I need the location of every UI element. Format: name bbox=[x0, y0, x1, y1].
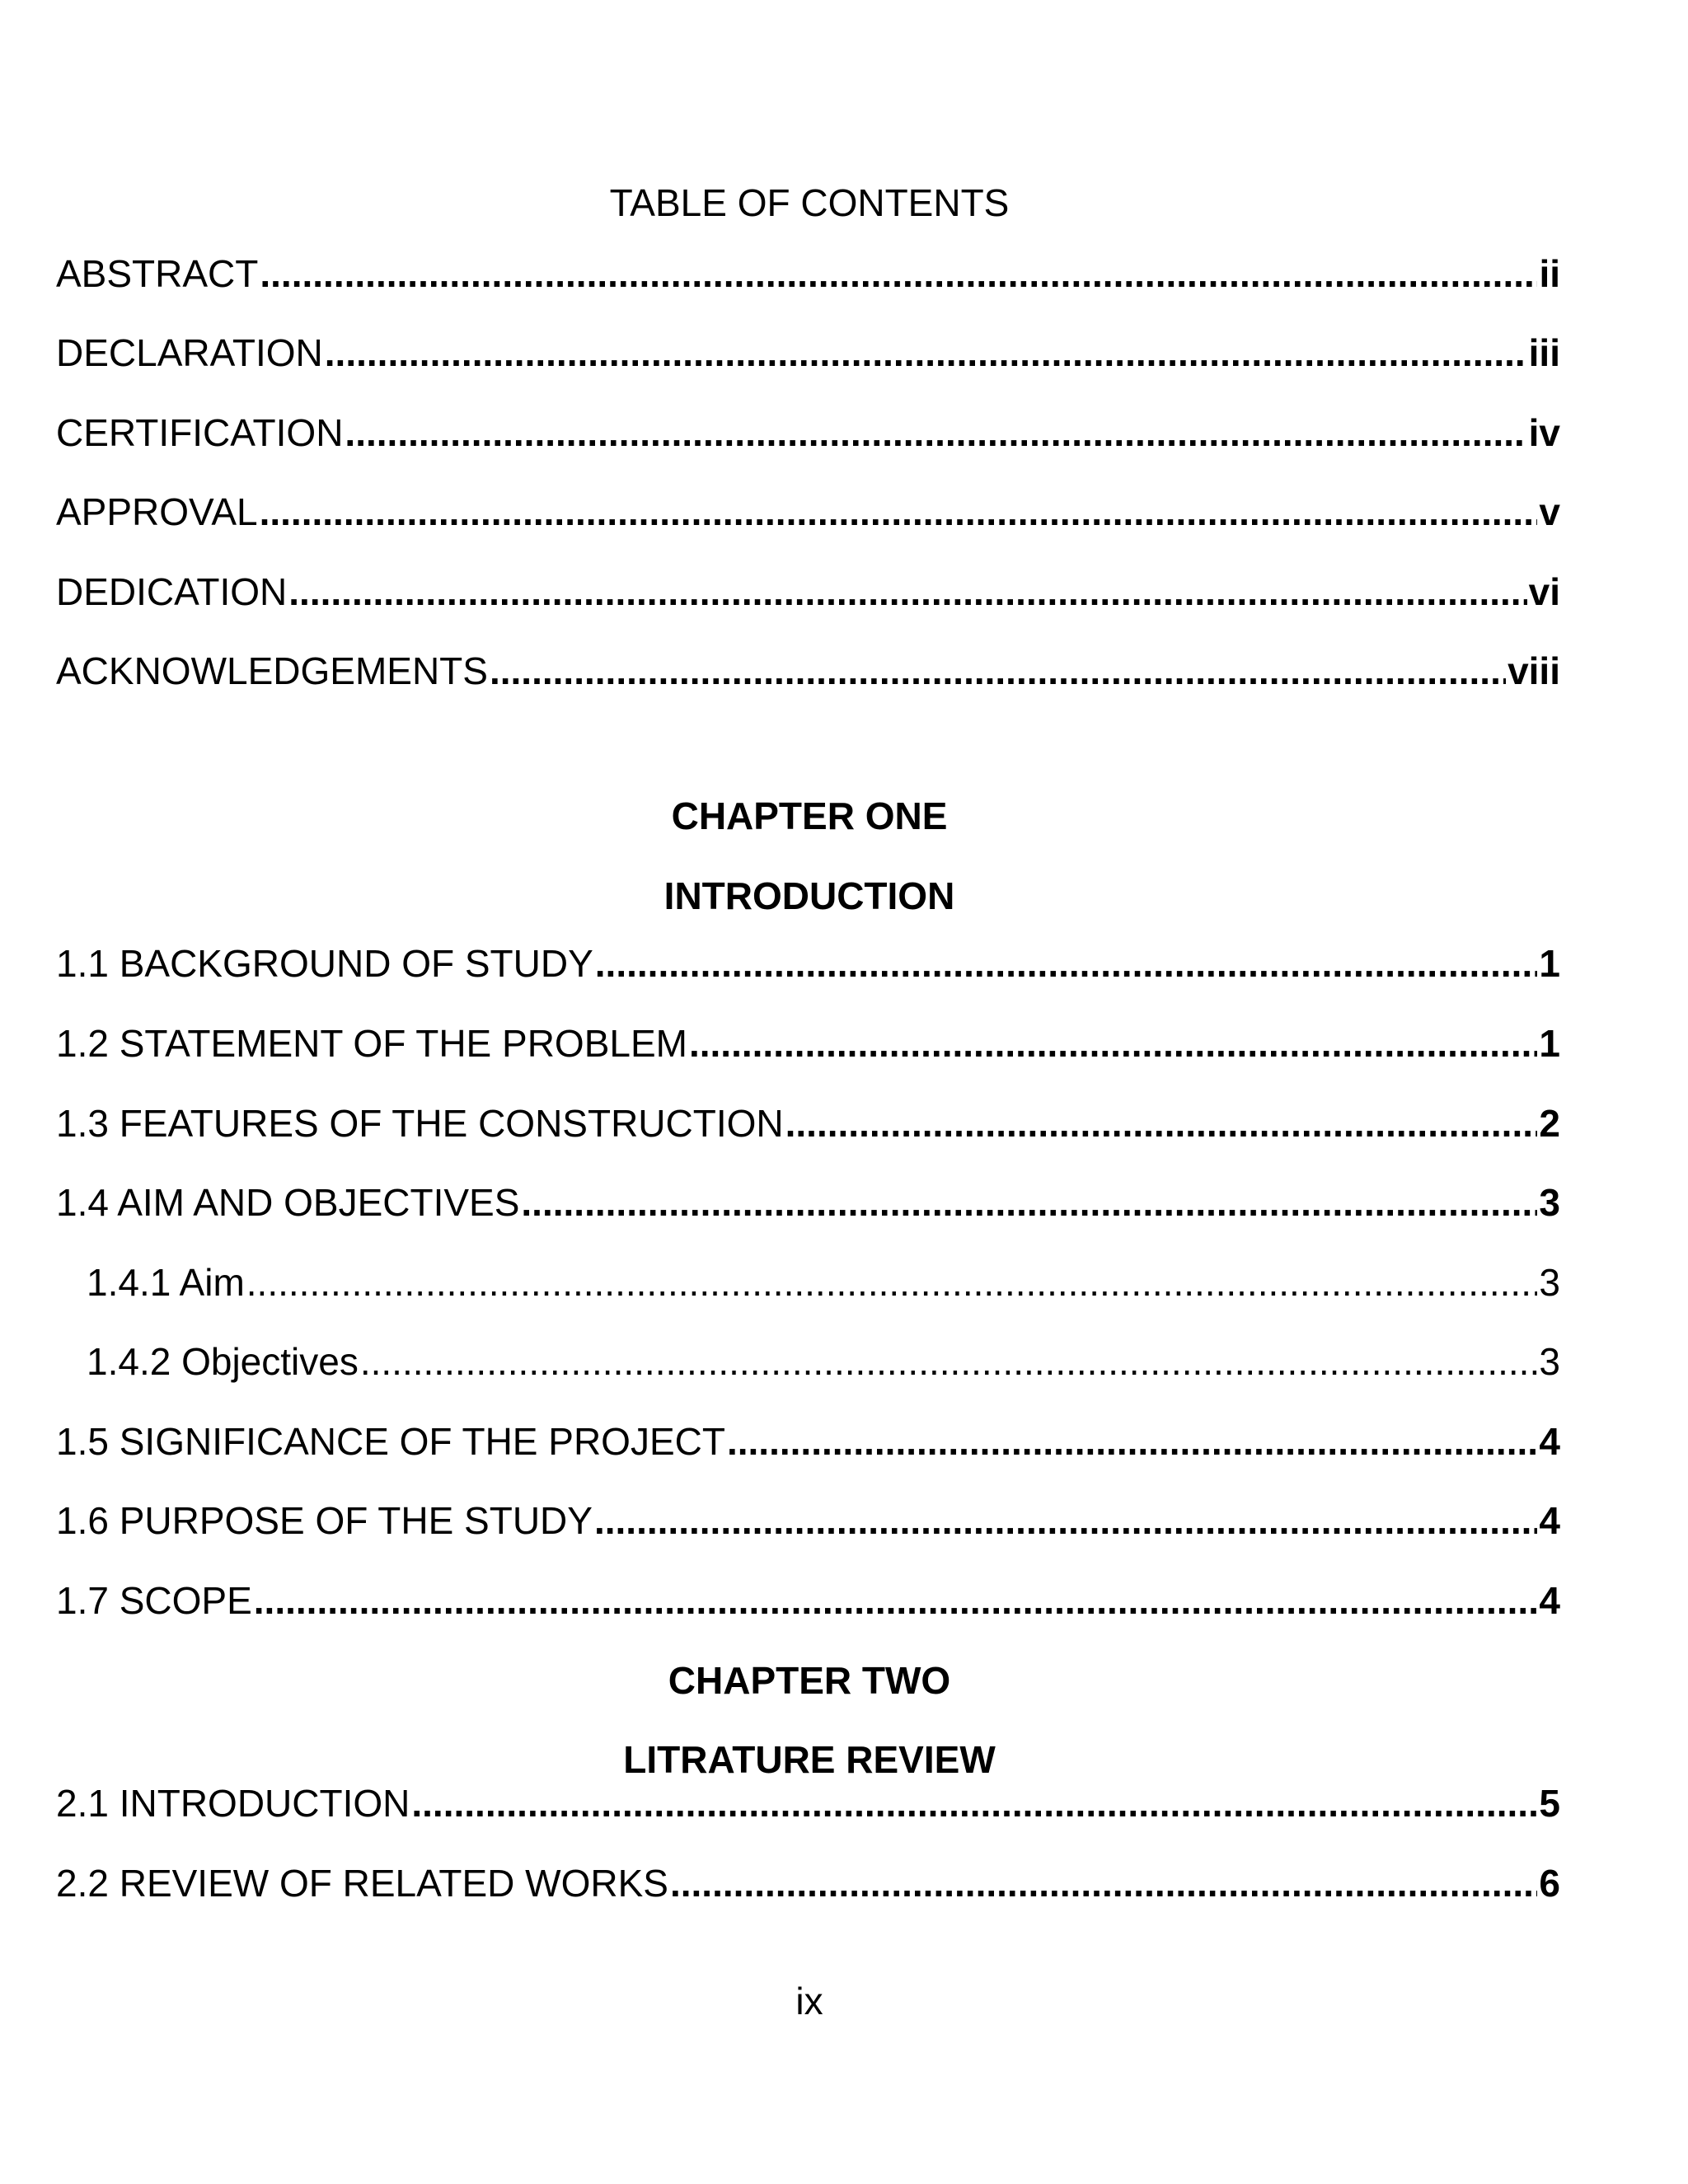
dot-leader bbox=[260, 489, 1538, 535]
dot-leader bbox=[254, 1577, 1538, 1624]
dot-leader bbox=[360, 1338, 1538, 1385]
dot-leader bbox=[785, 1100, 1538, 1146]
toc-entry-abstract[interactable] bbox=[56, 251, 1560, 297]
chapter-one-heading: CHAPTER ONE bbox=[671, 794, 948, 837]
toc-entry-1-4-2[interactable] bbox=[87, 1338, 1560, 1385]
toc-entry-page: viii bbox=[1507, 649, 1560, 692]
toc-entry-label: 1.2 STATEMENT OF THE PROBLEM bbox=[56, 1022, 687, 1065]
toc-entry-label: 1.4 AIM AND OBJECTIVES bbox=[56, 1181, 520, 1224]
toc-entry-page: 2 bbox=[1539, 1102, 1560, 1145]
toc-entry-page: 3 bbox=[1539, 1340, 1560, 1383]
toc-entry-page: 1 bbox=[1539, 1022, 1560, 1065]
toc-entry-page: iv bbox=[1528, 411, 1560, 454]
toc-entry-1-5[interactable] bbox=[56, 1418, 1560, 1465]
toc-entry-dedication[interactable] bbox=[56, 569, 1560, 615]
dot-leader bbox=[521, 1179, 1537, 1226]
toc-entry-label: APPROVAL bbox=[56, 490, 258, 533]
toc-entry-label: 1.7 SCOPE bbox=[56, 1579, 252, 1622]
toc-entry-page: 4 bbox=[1539, 1579, 1560, 1622]
page-number: ix bbox=[795, 1980, 823, 2022]
toc-entry-page: 1 bbox=[1539, 942, 1560, 985]
chapter-one-subheading: INTRODUCTION bbox=[663, 874, 955, 917]
toc-entry-label: 1.5 SIGNIFICANCE OF THE PROJECT bbox=[56, 1420, 725, 1463]
toc-entry-label: 1.4.2 Objectives bbox=[87, 1340, 359, 1383]
toc-entry-2-1[interactable] bbox=[56, 1780, 1560, 1826]
dot-leader bbox=[595, 940, 1538, 987]
toc-entry-page: vi bbox=[1528, 570, 1560, 613]
toc-entry-1-7[interactable] bbox=[56, 1577, 1560, 1624]
toc-entry-1-2[interactable] bbox=[56, 1020, 1560, 1066]
dot-leader bbox=[325, 330, 1527, 376]
dot-leader bbox=[490, 648, 1506, 694]
toc-entry-approval[interactable] bbox=[56, 489, 1560, 535]
toc-title: TABLE OF CONTENTS bbox=[609, 181, 1010, 224]
toc-entry-1-3[interactable] bbox=[56, 1100, 1560, 1146]
toc-entry-label: ABSTRACT bbox=[56, 252, 259, 295]
toc-entry-page: 4 bbox=[1539, 1420, 1560, 1463]
toc-entry-page: iii bbox=[1528, 331, 1560, 374]
toc-entry-page: 3 bbox=[1539, 1261, 1560, 1304]
toc-entry-1-4-1[interactable] bbox=[87, 1259, 1560, 1305]
toc-entry-1-1[interactable] bbox=[56, 940, 1560, 987]
toc-entry-certification[interactable] bbox=[56, 410, 1560, 456]
chapter-two-subheading: LITRATURE REVIEW bbox=[623, 1738, 996, 1781]
toc-entry-page: ii bbox=[1539, 252, 1560, 295]
toc-entry-label: 1.1 BACKGROUND OF STUDY bbox=[56, 942, 593, 985]
dot-leader bbox=[689, 1020, 1537, 1066]
toc-entry-label: ACKNOWLEDGEMENTS bbox=[56, 649, 488, 692]
toc-entry-page: 4 bbox=[1539, 1499, 1560, 1542]
toc-entry-page: 5 bbox=[1539, 1782, 1560, 1825]
toc-entry-label: 2.2 REVIEW OF RELATED WORKS bbox=[56, 1862, 668, 1905]
toc-entry-page: 6 bbox=[1539, 1862, 1560, 1905]
dot-leader bbox=[727, 1418, 1537, 1465]
toc-entry-label: 1.4.1 Aim bbox=[87, 1261, 245, 1304]
toc-entry-label: CERTIFICATION bbox=[56, 411, 344, 454]
dot-leader bbox=[260, 251, 1537, 297]
dot-leader bbox=[246, 1259, 1538, 1305]
toc-entry-label: DEDICATION bbox=[56, 570, 288, 613]
toc-entry-label: 2.1 INTRODUCTION bbox=[56, 1782, 410, 1825]
dot-leader bbox=[594, 1497, 1537, 1544]
chapter-two-heading: CHAPTER TWO bbox=[668, 1659, 951, 1702]
toc-entry-1-4[interactable] bbox=[56, 1179, 1560, 1226]
toc-entry-page: v bbox=[1539, 490, 1560, 533]
toc-entry-declaration[interactable] bbox=[56, 330, 1560, 376]
toc-entry-label: DECLARATION bbox=[56, 331, 323, 374]
dot-leader bbox=[411, 1780, 1537, 1826]
toc-entry-label: 1.3 FEATURES OF THE CONSTRUCTION bbox=[56, 1102, 784, 1145]
toc-entry-label: 1.6 PURPOSE OF THE STUDY bbox=[56, 1499, 593, 1542]
toc-entry-2-2[interactable] bbox=[56, 1860, 1560, 1906]
toc-entry-1-6[interactable] bbox=[56, 1497, 1560, 1544]
dot-leader bbox=[670, 1860, 1537, 1906]
dot-leader bbox=[288, 569, 1526, 615]
toc-entry-page: 3 bbox=[1539, 1181, 1560, 1224]
toc-entry-acknowledgements[interactable] bbox=[56, 648, 1560, 694]
dot-leader bbox=[345, 410, 1526, 456]
